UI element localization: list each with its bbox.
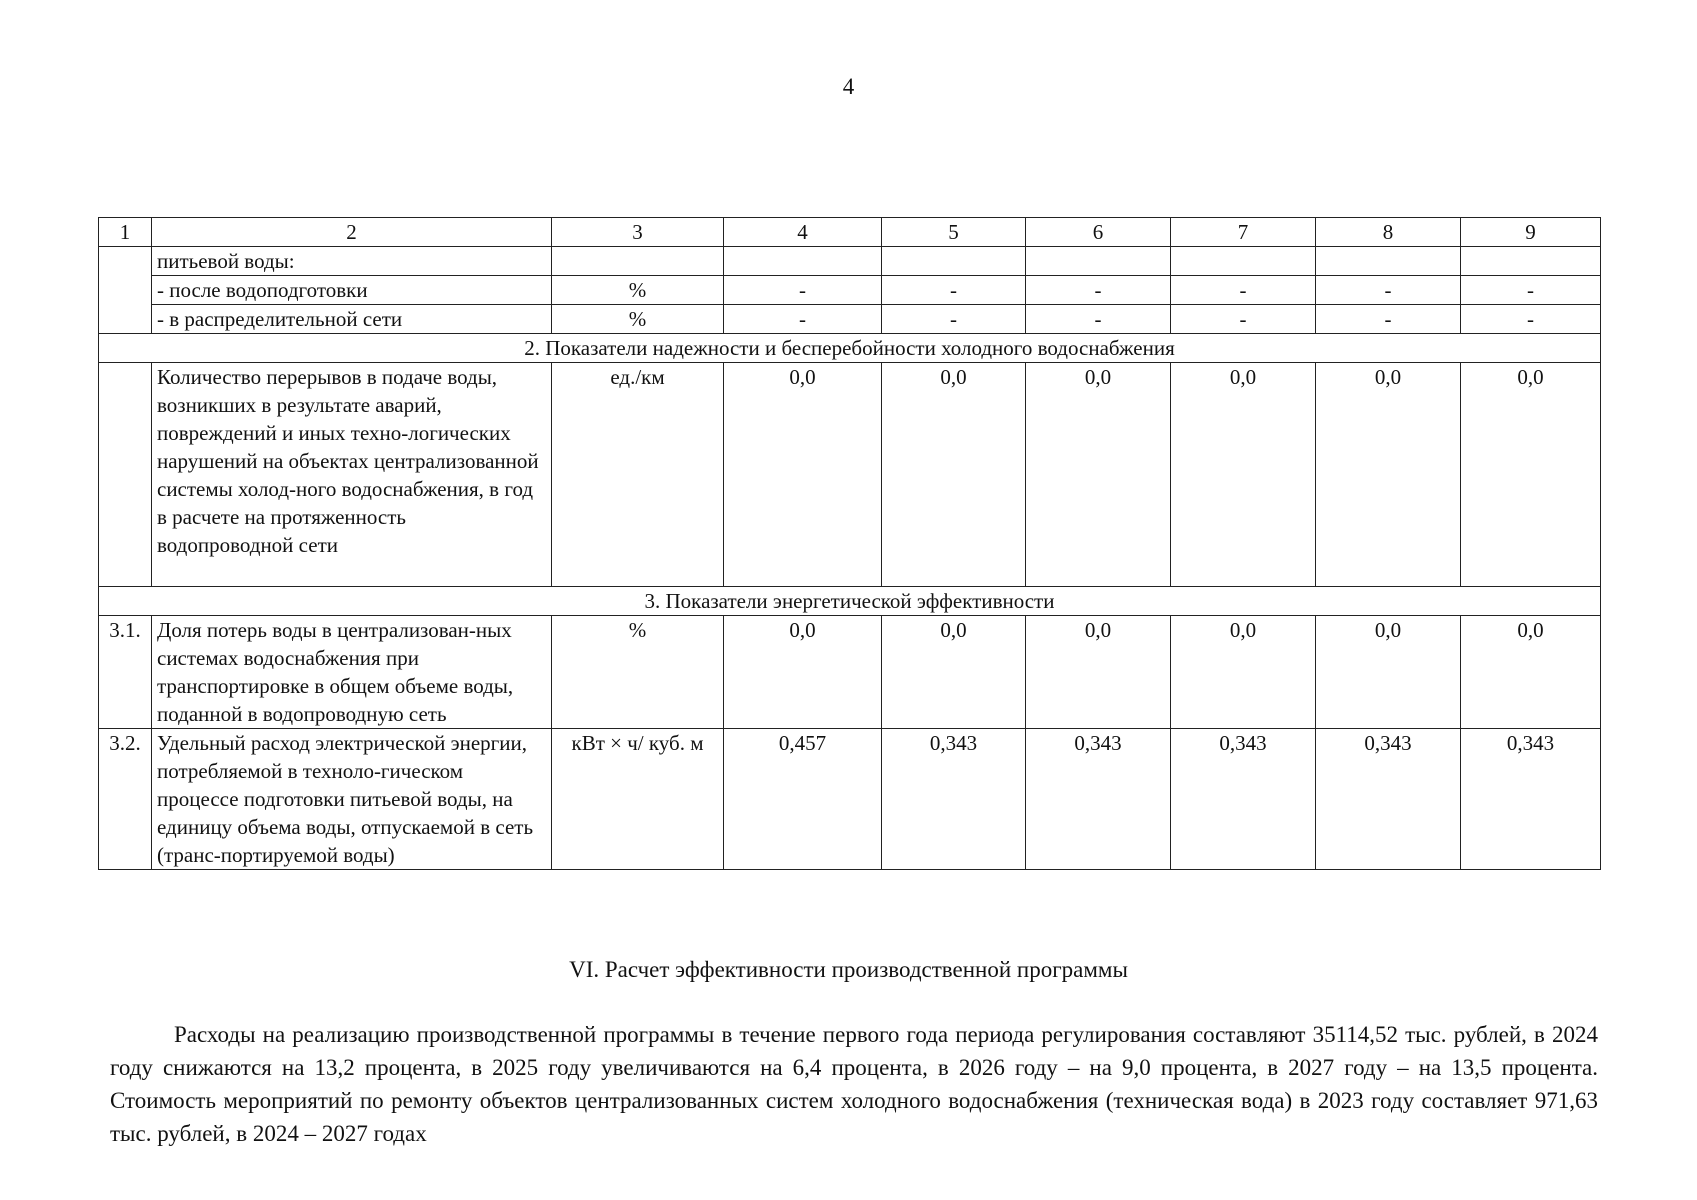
value-cell: 0,0 (1171, 616, 1316, 729)
table-row (99, 729, 1601, 870)
table-row (99, 276, 1601, 305)
row-number-cell: 3.1. (99, 616, 152, 729)
row-label: - после водоподготовки (152, 276, 552, 305)
unit-cell: кВт × ч/ куб. м (552, 729, 724, 870)
row-number-cell (99, 363, 152, 587)
value-cell: 0,457 (724, 729, 882, 870)
body-paragraph: Расходы на реализацию производственной программы в течение первого года периода регулирования составляют 35114,52 тыс. рублей, в 2024 году снижаются на 13,2 процента, в 2025 году увеличиваются на 6,4 процента, в 2026 году – на 9,0 процента, в 2027 году – на 13,5 процента. Стоимость мероприятий по ремонту объектов централизованных систем холодного водоснабжения (техническая вода) в 2023 году составляет 971,63 тыс. рублей, в 2024 – 2027 годах (110, 1022, 1598, 1146)
value-cell: 0,343 (1461, 729, 1601, 870)
row-number-cell: 3.2. (99, 729, 152, 870)
value-cell: - (1171, 276, 1316, 305)
header-cell: 5 (882, 218, 1026, 247)
section-title: 2. Показатели надежности и бесперебойности холодного водоснабжения (99, 334, 1601, 363)
value-cell: 0,0 (1026, 616, 1171, 729)
table-row (99, 363, 1601, 587)
unit-cell: % (552, 305, 724, 334)
table-header-row (99, 218, 1601, 247)
row-label: Количество перерывов в подаче воды, возникших в результате аварий, повреждений и иных техно-логических нарушений на объектах централизованной системы холод-ного водоснабжения, в год в расчете на протяженность водопроводной сети (152, 363, 552, 587)
section-heading: VI. Расчет эффективности производственной программы (569, 957, 1128, 982)
value-cell: 0,0 (882, 616, 1026, 729)
value-cell: - (1026, 276, 1171, 305)
value-cell: - (1461, 305, 1601, 334)
row-number-cell (99, 247, 152, 334)
value-cell: - (1461, 276, 1601, 305)
value-cell: - (882, 276, 1026, 305)
row-label: - в распределительной сети (152, 305, 552, 334)
header-cell: 3 (552, 218, 724, 247)
header-cell: 1 (99, 218, 152, 247)
unit-cell: ед./км (552, 363, 724, 587)
value-cell: 0,0 (724, 616, 882, 729)
value-cell: 0,0 (1316, 616, 1461, 729)
table-row (99, 305, 1601, 334)
value-cell: - (724, 276, 882, 305)
value-cell: 0,0 (1461, 363, 1601, 587)
value-cell: - (724, 305, 882, 334)
table-row (99, 616, 1601, 729)
value-cell: - (882, 305, 1026, 334)
header-cell: 2 (152, 218, 552, 247)
indicators-table (98, 217, 1601, 870)
value-cell: 0,343 (1171, 729, 1316, 870)
row-label: Удельный расход электрической энергии, потребляемой в техноло-гическом процессе подготовки питьевой воды, на единицу объема воды, отпускаемой в сеть (транс-портируемой воды) (152, 729, 552, 870)
unit-cell: % (552, 616, 724, 729)
value-cell: - (1026, 305, 1171, 334)
value-cell: - (1171, 305, 1316, 334)
value-cell: 0,343 (1316, 729, 1461, 870)
section-title: 3. Показатели энергетической эффективности (99, 587, 1601, 616)
table-row (99, 247, 1601, 276)
row-label: питьевой воды: (152, 247, 552, 276)
header-cell: 8 (1316, 218, 1461, 247)
value-cell: 0,0 (1171, 363, 1316, 587)
section-title-row (99, 334, 1601, 363)
header-cell: 4 (724, 218, 882, 247)
header-cell: 7 (1171, 218, 1316, 247)
value-cell: 0,0 (1316, 363, 1461, 587)
header-cell: 6 (1026, 218, 1171, 247)
row-label: Доля потерь воды в централизован-ных системах водоснабжения при транспортировке в общем объеме воды, поданной в водопроводную сеть (152, 616, 552, 729)
section-title-row (99, 587, 1601, 616)
value-cell: - (1316, 276, 1461, 305)
value-cell: 0,0 (1026, 363, 1171, 587)
value-cell: 0,0 (882, 363, 1026, 587)
value-cell: 0,0 (1461, 616, 1601, 729)
value-cell: 0,0 (724, 363, 882, 587)
unit-cell: % (552, 276, 724, 305)
value-cell: - (1316, 305, 1461, 334)
value-cell: 0,343 (882, 729, 1026, 870)
value-cell: 0,343 (1026, 729, 1171, 870)
header-cell: 9 (1461, 218, 1601, 247)
page-number: 4 (842, 74, 855, 99)
